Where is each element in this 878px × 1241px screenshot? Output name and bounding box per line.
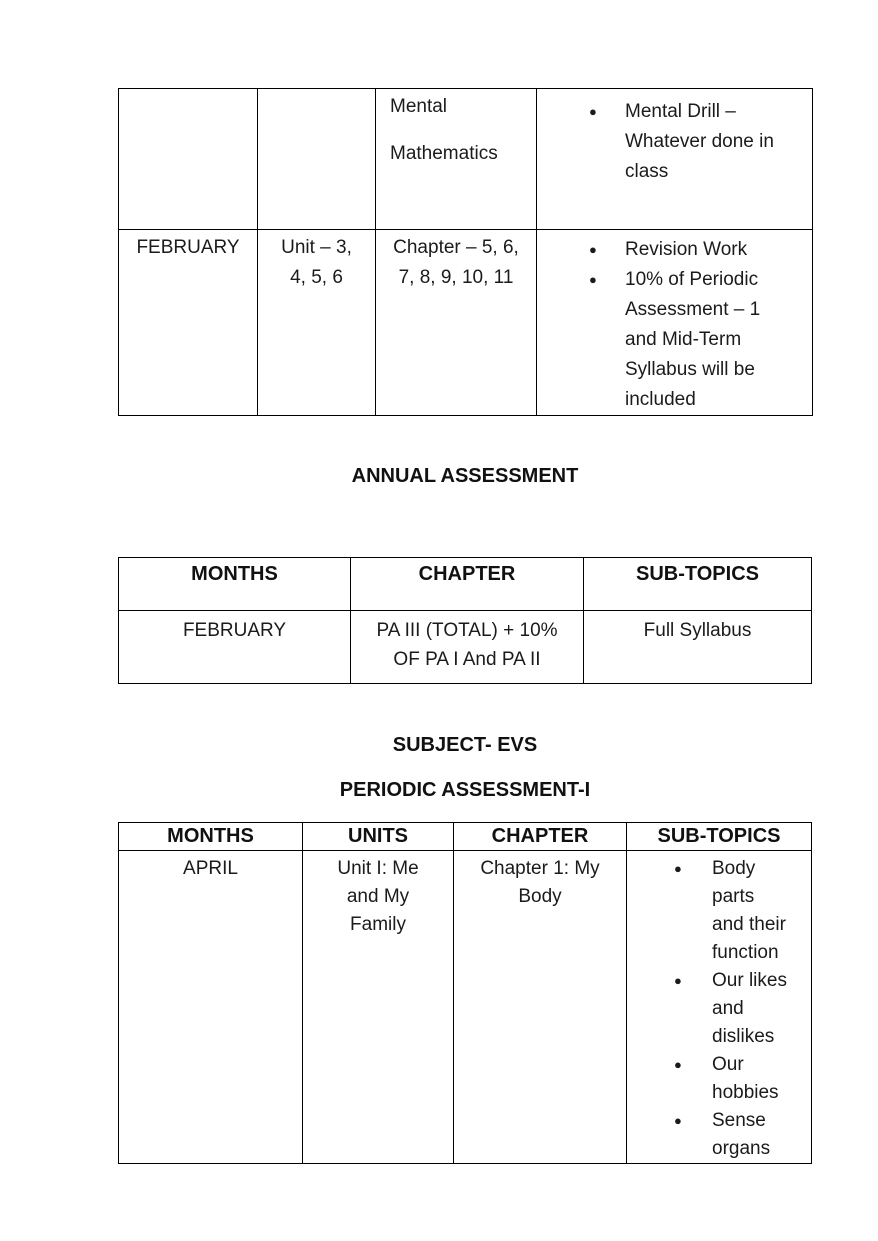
heading-periodic-assessment-1: PERIODIC ASSESSMENT-I — [339, 779, 591, 801]
table-row-april — [119, 851, 812, 1164]
chapter-line: Body — [518, 886, 562, 907]
bullet-item — [627, 967, 811, 1051]
heading-annual-assessment: ANNUAL ASSESSMENT — [351, 465, 579, 487]
units-line: Family — [350, 914, 406, 935]
bullet-line: parts — [712, 886, 755, 907]
header-chapter: CHAPTER — [351, 558, 584, 611]
bullet-text — [625, 235, 812, 265]
bullet-icon: ● — [674, 1057, 682, 1072]
bullet-line: Revision Work — [625, 239, 748, 260]
header-months: MONTHS — [119, 823, 303, 851]
cell-chapter — [454, 851, 627, 1164]
cell-units — [303, 851, 454, 1164]
bullet-icon: ● — [674, 861, 682, 876]
cell-subtopics: Full Syllabus — [584, 611, 812, 684]
bullet-text — [712, 967, 811, 1051]
evs-pa1-table — [118, 822, 812, 1164]
bullet-line: and their — [712, 914, 786, 935]
chapter-line: Chapter 1: My — [480, 858, 600, 879]
bullet-icon: ● — [589, 272, 597, 287]
chapter-line: Chapter – 5, 6, — [393, 237, 519, 258]
cell-months: FEBRUARY — [119, 230, 258, 416]
bullet-line: included — [625, 389, 696, 410]
cell-units — [258, 230, 376, 416]
table-row-february — [119, 611, 812, 684]
cell-chapter — [376, 230, 537, 416]
bullet-line: hobbies — [712, 1082, 779, 1103]
annual-assessment-table — [118, 557, 812, 684]
table-row-february — [119, 230, 813, 416]
bullet-item — [537, 265, 812, 415]
header-units: UNITS — [303, 823, 454, 851]
bullet-text — [625, 97, 812, 187]
cell-units-empty — [258, 89, 376, 230]
bullet-text — [712, 855, 811, 967]
bullet-line: Our — [712, 1054, 744, 1075]
chapter-line: PA III (TOTAL) + 10% — [376, 620, 558, 641]
bullet-line: 10% of Periodic — [625, 269, 759, 290]
cell-subtopics — [537, 89, 813, 230]
bullet-text — [712, 1107, 811, 1163]
bullet-item — [627, 855, 811, 967]
cell-chapter — [376, 89, 537, 230]
bullet-line: dislikes — [712, 1026, 775, 1047]
bullet-line: Mental Drill – — [625, 101, 736, 122]
bullet-line: Syllabus will be — [625, 359, 755, 380]
cell-months: APRIL — [119, 851, 303, 1164]
bullet-item — [627, 1051, 811, 1107]
cell-subtopics — [627, 851, 812, 1164]
cell-months: FEBRUARY — [119, 611, 351, 684]
header-subtopics: SUB-TOPICS — [584, 558, 812, 611]
bullet-text — [625, 265, 812, 415]
bullet-line: and — [712, 998, 744, 1019]
bullet-item — [537, 97, 812, 187]
bullet-icon: ● — [589, 242, 597, 257]
bullet-icon: ● — [589, 104, 597, 119]
header-months: MONTHS — [119, 558, 351, 611]
bullet-line: Assessment – 1 — [625, 299, 761, 320]
cell-chapter — [351, 611, 584, 684]
table-row-carryover — [119, 89, 813, 230]
bullet-icon: ● — [674, 1113, 682, 1128]
chapter-line: Mental — [390, 96, 448, 117]
bullet-line: Our likes — [712, 970, 787, 991]
table-header-row — [119, 823, 812, 851]
bullet-line: function — [712, 942, 779, 963]
bullet-text — [712, 1051, 811, 1107]
table-header-row — [119, 558, 812, 611]
bullet-line: Body — [712, 858, 756, 879]
units-line: Unit – 3, — [281, 237, 352, 258]
chapter-line: 7, 8, 9, 10, 11 — [398, 267, 514, 288]
bullet-line: class — [625, 161, 669, 182]
header-subtopics: SUB-TOPICS — [627, 823, 812, 851]
cell-months-empty — [119, 89, 258, 230]
syllabus-table — [118, 88, 813, 416]
bullet-item — [627, 1107, 811, 1163]
bullet-line: Whatever done in — [625, 131, 774, 152]
units-line: Unit I: Me — [337, 858, 419, 879]
heading-subject-evs: SUBJECT- EVS — [392, 734, 538, 756]
chapter-line: OF PA I And PA II — [393, 649, 541, 670]
bullet-item — [537, 235, 812, 265]
bullet-line: and Mid-Term — [625, 329, 742, 350]
bullet-icon: ● — [674, 973, 682, 988]
cell-subtopics — [537, 230, 813, 416]
header-chapter: CHAPTER — [454, 823, 627, 851]
chapter-line: Mathematics — [390, 143, 498, 164]
units-line: 4, 5, 6 — [290, 267, 343, 288]
units-line: and My — [346, 886, 410, 907]
bullet-line: organs — [712, 1138, 771, 1159]
bullet-line: Sense — [712, 1110, 766, 1131]
